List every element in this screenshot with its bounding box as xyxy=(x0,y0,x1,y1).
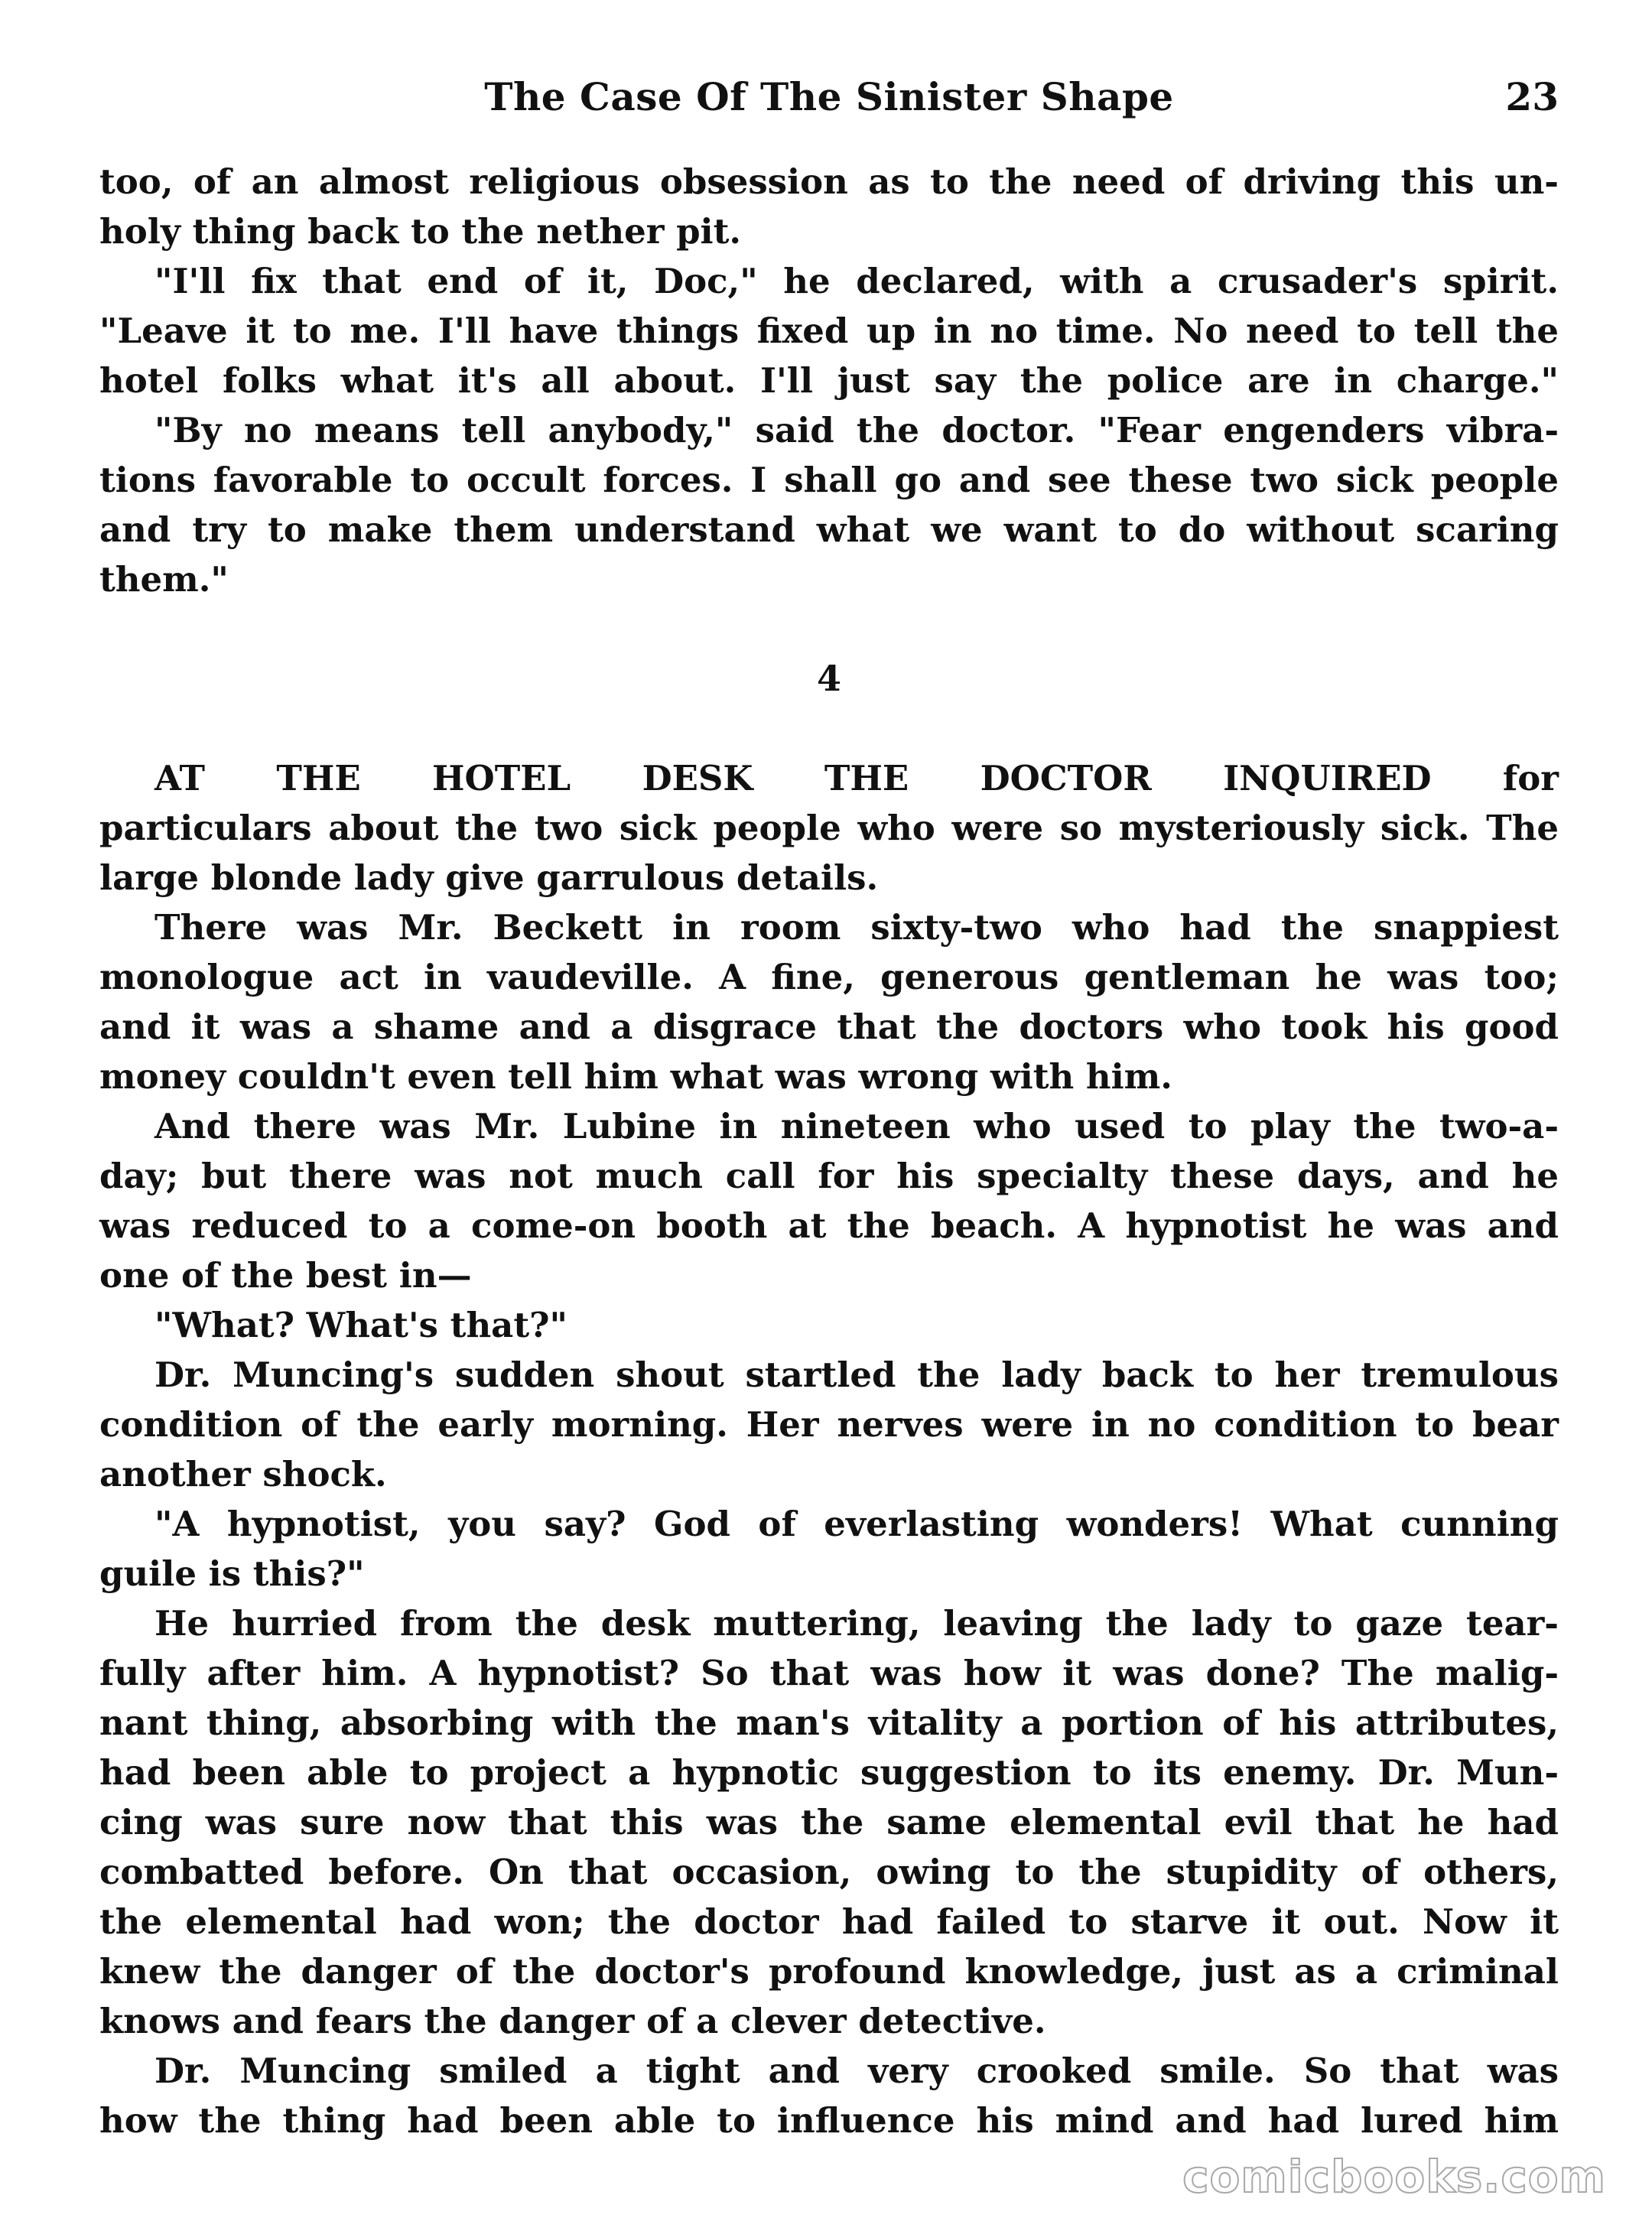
text-line: how the thing had been able to influence his mind and had lured him xyxy=(99,2100,1559,2141)
text-line: guile is this?" xyxy=(99,1553,365,1594)
text-line: too, of an almost religious obsession as to the need of driving this un- xyxy=(99,161,1559,202)
text-line: And there was Mr. Lubine in nineteen who used to play the two-a- xyxy=(154,1106,1559,1146)
chapter-opening-line: AT THE HOTEL DESK THE DOCTOR INQUIRED for xyxy=(154,758,1559,798)
chapter-number: 4 xyxy=(816,658,841,699)
text-line: large blonde lady give garrulous details. xyxy=(99,857,879,898)
text-line: knew the danger of the doctor's profound knowledge, just as a criminal xyxy=(99,1951,1559,1992)
text-line: cing was sure now that this was the same elemental evil that he had xyxy=(99,1802,1559,1842)
running-head xyxy=(99,70,1559,124)
text-line: had been able to project a hypnotic suggestion to its enemy. Dr. Mun- xyxy=(99,1752,1559,1793)
text-line: Dr. Muncing's sudden shout startled the lady back to her tremulous xyxy=(154,1355,1559,1395)
text-line: He hurried from the desk muttering, leaving the lady to gaze tear- xyxy=(154,1603,1559,1644)
text-line: holy thing back to the nether pit. xyxy=(99,211,742,252)
text-line: condition of the early morning. Her nerves were in no condition to bear xyxy=(99,1404,1559,1445)
text-line: "By no means tell anybody," said the doctor. "Fear engenders vibra- xyxy=(154,410,1559,450)
text-line: day; but there was not much call for his specialty these days, and he xyxy=(99,1156,1559,1196)
text-line: particulars about the two sick people who were so mysteriously sick. The xyxy=(99,808,1559,848)
body-text xyxy=(99,157,1559,2145)
running-title: The Case Of The Sinister Shape xyxy=(484,74,1174,119)
page-number: 23 xyxy=(1505,74,1559,119)
text-line: was reduced to a come-on booth at the beach. A hypnotist he was and xyxy=(99,1205,1559,1246)
text-line: nant thing, absorbing with the man's vitality a portion of his attributes, xyxy=(99,1703,1559,1743)
text-line: and try to make them understand what we want to do without scaring xyxy=(99,509,1559,550)
text-line: tions favorable to occult forces. I shall go and see these two sick people xyxy=(99,460,1559,500)
text-line: fully after him. A hypnotist? So that was how it was done? The malig- xyxy=(99,1653,1559,1693)
text-line: monologue act in vaudeville. A fine, generous gentleman he was too; xyxy=(99,957,1559,997)
text-line: There was Mr. Beckett in room sixty-two who had the snappiest xyxy=(154,907,1559,948)
watermark: comicbooks.com xyxy=(1182,2151,1606,2203)
text-line: and it was a shame and a disgrace that the doctors who took his good xyxy=(99,1007,1559,1047)
text-line: "Leave it to me. I'll have things fixed up in no time. No need to tell the xyxy=(99,311,1559,351)
text-line: combatted before. On that occasion, owing to the stupidity of others, xyxy=(99,1852,1559,1892)
text-line: knows and fears the danger of a clever detective. xyxy=(99,2001,1046,2041)
text-line: "What? What's that?" xyxy=(154,1305,567,1345)
text-line: hotel folks what it's all about. I'll just say the police are in charge." xyxy=(99,360,1559,401)
text-line: the elemental had won; the doctor had failed to starve it out. Now it xyxy=(99,1901,1559,1942)
text-line: another shock. xyxy=(99,1454,387,1494)
text-line: "A hypnotist, you say? God of everlasting wonders! What cunning xyxy=(154,1504,1559,1544)
text-line: one of the best in— xyxy=(99,1255,472,1296)
text-line: Dr. Muncing smiled a tight and very crooked smile. So that was xyxy=(154,2051,1559,2091)
text-line: them." xyxy=(99,559,229,600)
text-line: money couldn't even tell him what was wrong with him. xyxy=(99,1056,1172,1097)
text-line: "I'll fix that end of it, Doc," he declared, with a crusader's spirit. xyxy=(154,261,1559,301)
